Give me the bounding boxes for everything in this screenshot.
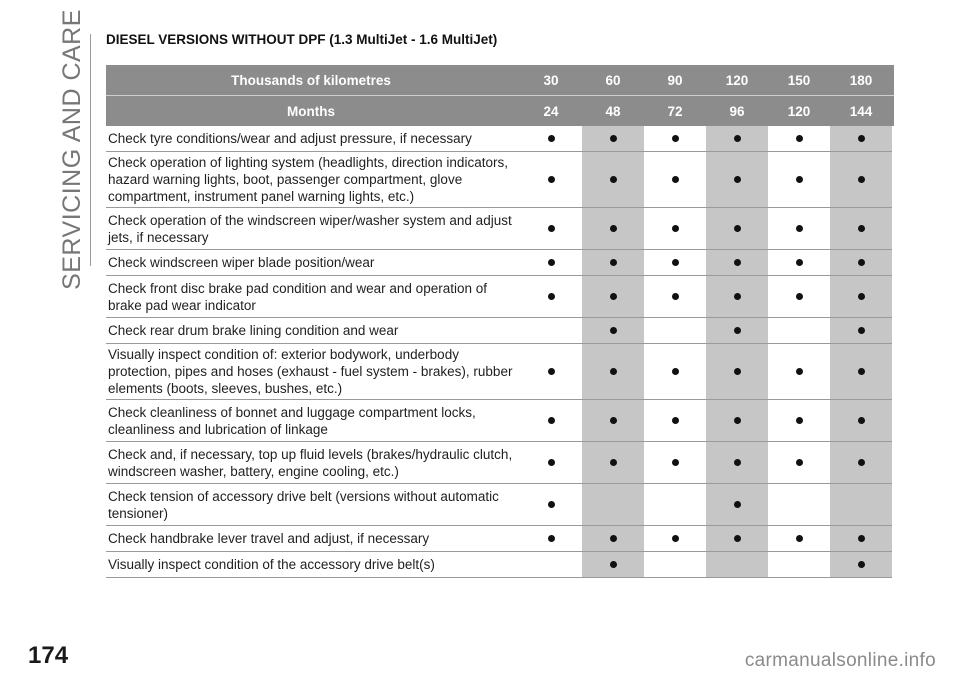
page-number: 174 <box>28 642 69 669</box>
check-dot-icon <box>796 176 803 183</box>
schedule-cell <box>582 400 644 442</box>
check-dot-icon <box>858 535 865 542</box>
check-dot-icon <box>548 259 555 266</box>
schedule-cell <box>644 552 706 578</box>
schedule-cell <box>644 208 706 250</box>
schedule-cell <box>706 318 768 344</box>
schedule-cell <box>830 484 892 526</box>
check-dot-icon <box>548 225 555 232</box>
check-dot-icon <box>858 459 865 466</box>
check-dot-icon <box>548 459 555 466</box>
check-dot-icon <box>858 293 865 300</box>
table-row <box>106 552 894 578</box>
schedule-cell <box>520 484 582 526</box>
schedule-cell <box>768 208 830 250</box>
check-dot-icon <box>734 327 741 334</box>
table-row <box>106 442 894 484</box>
schedule-cell <box>706 276 768 318</box>
table-body <box>106 126 894 578</box>
schedule-cell <box>768 152 830 208</box>
schedule-cell <box>520 442 582 484</box>
row-description: Visually inspect condition of: exterior bodywork, underbody protection, pipes and hoses (exhaust - fuel system - brakes), rubber elements (boots, sleeves, bushes, etc.) <box>106 344 520 400</box>
schedule-cell <box>768 250 830 276</box>
schedule-cell <box>768 552 830 578</box>
check-dot-icon <box>672 368 679 375</box>
check-dot-icon <box>858 259 865 266</box>
table-row <box>106 126 894 152</box>
check-dot-icon <box>672 535 679 542</box>
schedule-cell <box>582 344 644 400</box>
header-month-cell: 144 <box>849 103 873 119</box>
row-description: Check cleanliness of bonnet and luggage compartment locks, cleanliness and lubrication of linkage <box>106 400 520 442</box>
check-dot-icon <box>734 293 741 300</box>
row-description: Check operation of the windscreen wiper/washer system and adjust jets, if necessary <box>106 208 520 250</box>
check-dot-icon <box>548 417 555 424</box>
check-dot-icon <box>734 176 741 183</box>
side-divider <box>90 34 91 266</box>
check-dot-icon <box>672 293 679 300</box>
schedule-cell <box>582 126 644 152</box>
schedule-cell <box>830 400 892 442</box>
schedule-cell <box>830 126 892 152</box>
maintenance-schedule-table <box>106 65 894 578</box>
schedule-cell <box>644 276 706 318</box>
check-dot-icon <box>734 501 741 508</box>
schedule-cell <box>768 484 830 526</box>
check-dot-icon <box>610 561 617 568</box>
header-month-cell: 96 <box>729 103 745 119</box>
check-dot-icon <box>672 225 679 232</box>
check-dot-icon <box>548 368 555 375</box>
check-dot-icon <box>610 417 617 424</box>
schedule-cell <box>520 318 582 344</box>
schedule-cell <box>830 250 892 276</box>
section-side-title-text: SERVICING AND CARE <box>57 8 86 290</box>
schedule-cell <box>706 126 768 152</box>
schedule-cell <box>830 276 892 318</box>
schedule-cell <box>644 318 706 344</box>
header-km-cell: 150 <box>787 72 811 88</box>
check-dot-icon <box>796 225 803 232</box>
schedule-cell <box>706 442 768 484</box>
check-dot-icon <box>796 135 803 142</box>
schedule-cell <box>706 484 768 526</box>
check-dot-icon <box>858 176 865 183</box>
check-dot-icon <box>610 535 617 542</box>
schedule-cell <box>768 400 830 442</box>
schedule-cell <box>706 526 768 552</box>
check-dot-icon <box>734 225 741 232</box>
row-description: Check tyre conditions/wear and adjust pressure, if necessary <box>106 126 520 152</box>
section-side-title <box>56 8 88 290</box>
row-description: Check windscreen wiper blade position/wear <box>106 250 520 276</box>
schedule-cell <box>768 344 830 400</box>
schedule-cell <box>644 526 706 552</box>
schedule-cell <box>830 442 892 484</box>
schedule-cell <box>768 318 830 344</box>
schedule-cell <box>582 442 644 484</box>
check-dot-icon <box>858 561 865 568</box>
check-dot-icon <box>610 327 617 334</box>
schedule-cell <box>706 552 768 578</box>
schedule-cell <box>520 276 582 318</box>
header-km-cell: 30 <box>543 72 559 88</box>
row-description: Check tension of accessory drive belt (versions without automatic tensioner) <box>106 484 520 526</box>
table-row <box>106 152 894 208</box>
check-dot-icon <box>734 417 741 424</box>
check-dot-icon <box>548 501 555 508</box>
row-description: Check and, if necessary, top up fluid levels (brakes/hydraulic clutch, windscreen washer, battery, engine cooling, etc.) <box>106 442 520 484</box>
check-dot-icon <box>734 259 741 266</box>
schedule-cell <box>520 208 582 250</box>
schedule-cell <box>768 126 830 152</box>
table-row <box>106 208 894 250</box>
schedule-cell <box>706 250 768 276</box>
check-dot-icon <box>734 535 741 542</box>
schedule-cell <box>706 208 768 250</box>
header-month-cell: 24 <box>543 103 559 119</box>
schedule-cell <box>582 276 644 318</box>
schedule-cell <box>582 208 644 250</box>
check-dot-icon <box>610 293 617 300</box>
header-km-cell: 120 <box>725 72 749 88</box>
watermark-text: carmanualsonline.info <box>744 650 936 671</box>
header-month-cell: 48 <box>605 103 621 119</box>
schedule-cell <box>644 344 706 400</box>
schedule-cell <box>520 126 582 152</box>
check-dot-icon <box>796 535 803 542</box>
schedule-cell <box>582 526 644 552</box>
check-dot-icon <box>548 535 555 542</box>
check-dot-icon <box>548 176 555 183</box>
header-month-cell: 72 <box>667 103 683 119</box>
schedule-cell <box>644 484 706 526</box>
schedule-cell <box>768 526 830 552</box>
header-km-cell: 180 <box>849 72 873 88</box>
check-dot-icon <box>796 417 803 424</box>
header-row-kilometres <box>106 65 894 95</box>
check-dot-icon <box>672 459 679 466</box>
check-dot-icon <box>610 176 617 183</box>
table-row <box>106 318 894 344</box>
row-description: Check rear drum brake lining condition and wear <box>106 318 520 344</box>
row-description: Check front disc brake pad condition and wear and operation of brake pad wear indicator <box>106 276 520 318</box>
check-dot-icon <box>610 259 617 266</box>
check-dot-icon <box>858 368 865 375</box>
schedule-cell <box>644 400 706 442</box>
schedule-cell <box>520 152 582 208</box>
check-dot-icon <box>672 259 679 266</box>
check-dot-icon <box>610 135 617 142</box>
check-dot-icon <box>610 225 617 232</box>
header-label-kilometres: Thousands of kilometres <box>231 72 391 88</box>
check-dot-icon <box>858 417 865 424</box>
table-row <box>106 250 894 276</box>
check-dot-icon <box>548 135 555 142</box>
check-dot-icon <box>610 459 617 466</box>
check-dot-icon <box>796 293 803 300</box>
check-dot-icon <box>858 135 865 142</box>
schedule-cell <box>582 552 644 578</box>
check-dot-icon <box>796 368 803 375</box>
table-row <box>106 526 894 552</box>
check-dot-icon <box>672 417 679 424</box>
schedule-cell <box>520 526 582 552</box>
schedule-cell <box>582 484 644 526</box>
check-dot-icon <box>796 459 803 466</box>
schedule-cell <box>830 552 892 578</box>
table-row <box>106 484 894 526</box>
schedule-cell <box>644 126 706 152</box>
check-dot-icon <box>610 368 617 375</box>
check-dot-icon <box>734 135 741 142</box>
schedule-cell <box>582 318 644 344</box>
header-km-cell: 60 <box>605 72 621 88</box>
schedule-cell <box>830 152 892 208</box>
schedule-cell <box>520 344 582 400</box>
table-row <box>106 344 894 400</box>
schedule-cell <box>582 152 644 208</box>
check-dot-icon <box>734 459 741 466</box>
schedule-cell <box>520 400 582 442</box>
schedule-cell <box>830 526 892 552</box>
header-label-months: Months <box>287 103 335 119</box>
page-title: DIESEL VERSIONS WITHOUT DPF (1.3 MultiJet - 1.6 MultiJet) <box>106 32 498 47</box>
check-dot-icon <box>796 259 803 266</box>
schedule-cell <box>830 208 892 250</box>
schedule-cell <box>520 552 582 578</box>
check-dot-icon <box>858 327 865 334</box>
table-row <box>106 276 894 318</box>
check-dot-icon <box>672 135 679 142</box>
header-km-cell: 90 <box>667 72 683 88</box>
schedule-cell <box>768 442 830 484</box>
table-row <box>106 400 894 442</box>
schedule-cell <box>644 442 706 484</box>
row-description: Check handbrake lever travel and adjust, if necessary <box>106 526 520 552</box>
schedule-cell <box>644 250 706 276</box>
schedule-cell <box>520 250 582 276</box>
check-dot-icon <box>672 176 679 183</box>
check-dot-icon <box>858 225 865 232</box>
schedule-cell <box>706 344 768 400</box>
schedule-cell <box>706 400 768 442</box>
check-dot-icon <box>734 368 741 375</box>
check-dot-icon <box>548 293 555 300</box>
schedule-cell <box>582 250 644 276</box>
row-description: Check operation of lighting system (headlights, direction indicators, hazard warning lights, boot, passenger compartment, glove compartment, instrument panel warning lights, etc.) <box>106 152 520 208</box>
schedule-cell <box>706 152 768 208</box>
header-row-months <box>106 95 894 126</box>
schedule-cell <box>768 276 830 318</box>
schedule-cell <box>644 152 706 208</box>
schedule-cell <box>830 318 892 344</box>
header-month-cell: 120 <box>787 103 811 119</box>
schedule-cell <box>830 344 892 400</box>
row-description: Visually inspect condition of the accessory drive belt(s) <box>106 552 520 578</box>
